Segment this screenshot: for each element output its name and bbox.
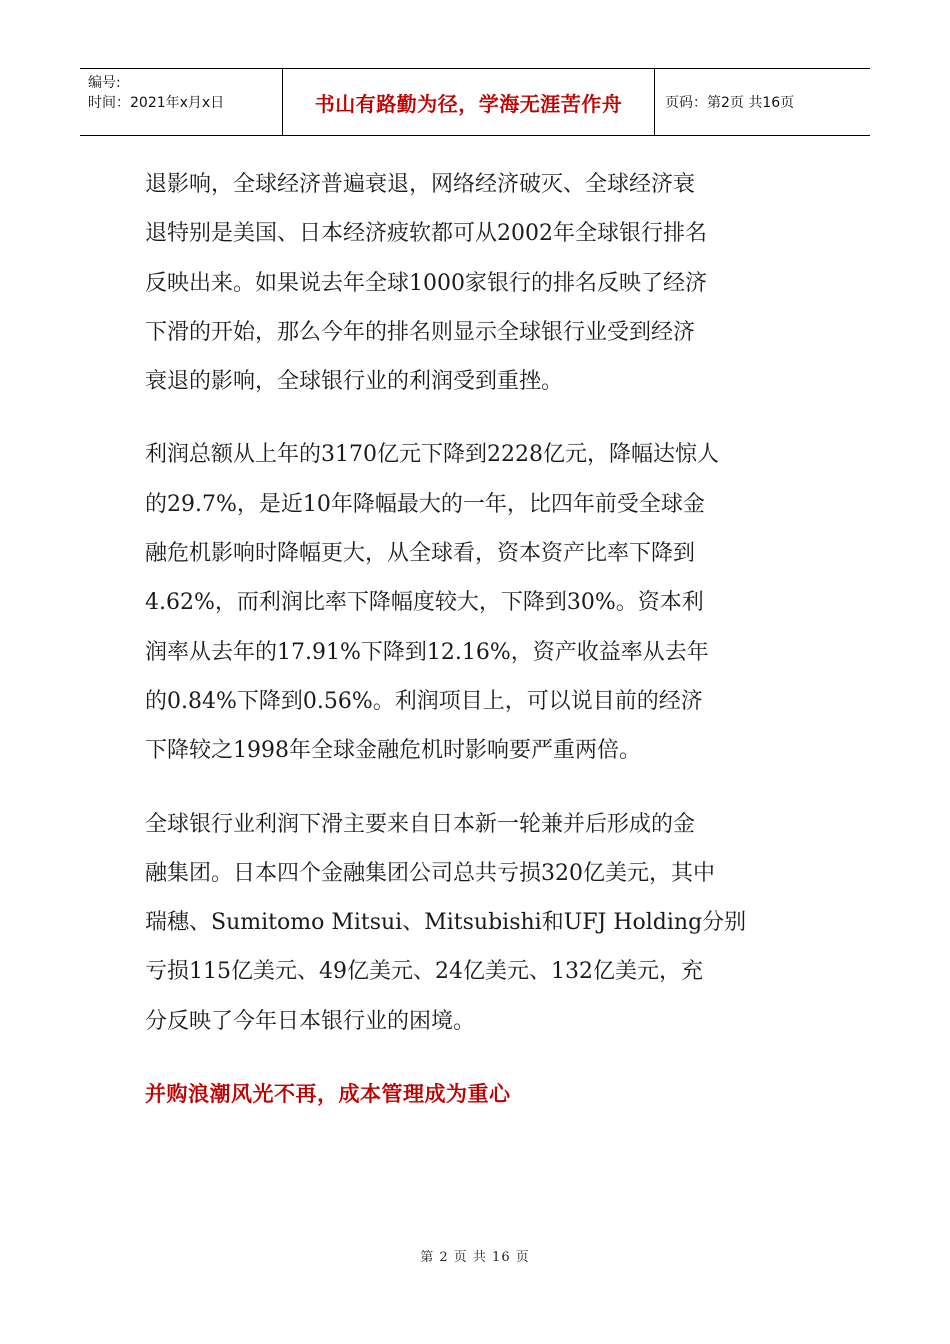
text-line: 利润总额从上年的3170亿元下降到2228亿元，降幅达惊人 <box>145 442 719 468</box>
text-line: 融集团。日本四个金融集团公司总共亏损320亿美元，其中 <box>145 860 715 886</box>
document-date-label: 时间：2021年x月x日 <box>88 95 225 111</box>
document-number-label: 编号: <box>88 75 121 91</box>
text-line: 的0.84%下降到0.56%。利润项目上，可以说目前的经济 <box>145 688 703 714</box>
text-line: 分反映了今年日本银行业的困境。 <box>145 1008 476 1034</box>
header-page-info: 页码：第2页 共16页 <box>665 95 795 111</box>
text-line: 的29.7%，是近10年降幅最大的一年，比四年前受全球金 <box>145 491 705 517</box>
text-line: 4.62%，而利润比率下降幅度较大，下降到30%。资本利 <box>145 590 704 616</box>
paragraph-2 <box>145 430 825 775</box>
text-line: 下滑的开始，那么今年的排名则显示全球银行业受到经济 <box>145 319 696 345</box>
section-heading: 并购浪潮风光不再，成本管理成为重心 <box>145 1082 511 1106</box>
text-line: 润率从去年的17.91%下降到12.16%，资产收益率从去年 <box>145 639 709 665</box>
text-line: 瑞穗、Sumitomo Mitsui、Mitsubishi和UFJ Holding分别 <box>145 910 747 936</box>
paragraph-3 <box>145 800 825 1046</box>
text-line: 亏损115亿美元、49亿美元、24亿美元、132亿美元，充 <box>145 959 703 985</box>
page-header <box>80 68 870 136</box>
text-line: 反映出来。如果说去年全球1000家银行的排名反映了经济 <box>145 270 707 296</box>
text-line: 退影响，全球经济普遍衰退，网络经济破灭、全球经济衰 <box>145 172 696 197</box>
text-line: 融危机影响时降幅更大，从全球看，资本资产比率下降到 <box>145 541 696 567</box>
page-footer: 第 2 页 共 16 页 <box>420 1250 530 1265</box>
header-motto: 书山有路勤为径，学海无涯苦作舟 <box>282 69 655 135</box>
header-meta <box>80 69 282 135</box>
paragraph-1 <box>145 160 825 406</box>
text-line: 退特别是美国、日本经济疲软都可从2002年全球银行排名 <box>145 221 707 247</box>
text-line: 衰退的影响，全球银行业的利润受到重挫。 <box>145 369 564 395</box>
text-line: 全球银行业利润下滑主要来自日本新一轮兼并后形成的金 <box>145 811 696 837</box>
document-body <box>145 160 825 1070</box>
text-line: 下降较之1998年全球金融危机时影响要严重两倍。 <box>145 738 641 764</box>
